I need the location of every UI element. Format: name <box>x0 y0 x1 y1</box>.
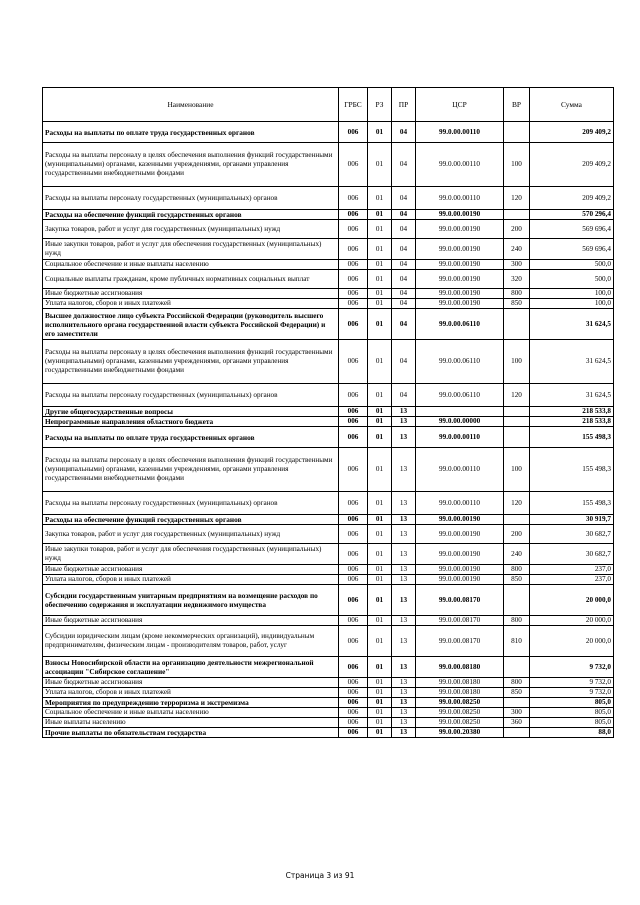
cell-csr: 99.0.00.00190 <box>416 289 504 299</box>
cell-vr: 100 <box>504 448 530 492</box>
cell-grbs: 006 <box>339 239 368 260</box>
cell-vr <box>504 417 530 427</box>
cell-rz: 01 <box>368 525 392 544</box>
cell-vr <box>504 728 530 738</box>
cell-name: Уплата налогов, сборов и иных платежей <box>43 688 339 698</box>
cell-sum: 209 409,2 <box>530 122 614 143</box>
cell-sum: 500,0 <box>530 260 614 270</box>
cell-vr: 300 <box>504 708 530 718</box>
table-row <box>43 270 614 289</box>
cell-rz: 01 <box>368 289 392 299</box>
table-row <box>43 239 614 260</box>
cell-name: Расходы на обеспечение функций государственных органов <box>43 515 339 525</box>
cell-rz: 01 <box>368 448 392 492</box>
cell-vr: 800 <box>504 678 530 688</box>
cell-sum: 30 682,7 <box>530 525 614 544</box>
cell-name: Иные закупки товаров, работ и услуг для обеспечения государственных (муниципальных) нужд <box>43 239 339 260</box>
cell-sum: 500,0 <box>530 270 614 289</box>
cell-rz: 01 <box>368 728 392 738</box>
cell-rz: 01 <box>368 270 392 289</box>
cell-name: Социальные выплаты гражданам, кроме публичных нормативных социальных выплат <box>43 270 339 289</box>
table-row <box>43 122 614 143</box>
cell-rz: 01 <box>368 678 392 688</box>
cell-csr: 99.0.00.08180 <box>416 657 504 678</box>
cell-rz: 01 <box>368 260 392 270</box>
cell-vr <box>504 210 530 220</box>
cell-name: Другие общегосударственные вопросы <box>43 407 339 417</box>
cell-vr <box>504 585 530 616</box>
cell-grbs: 006 <box>339 299 368 309</box>
table-row <box>43 698 614 708</box>
cell-grbs: 006 <box>339 289 368 299</box>
cell-sum: 237,0 <box>530 565 614 575</box>
table-body <box>43 122 614 738</box>
cell-rz: 01 <box>368 239 392 260</box>
page-number: Страница 3 из 91 <box>285 871 355 880</box>
cell-rz: 01 <box>368 122 392 143</box>
cell-grbs: 006 <box>339 626 368 657</box>
cell-csr: 99.0.00.08170 <box>416 616 504 626</box>
cell-csr: 99.0.00.08180 <box>416 688 504 698</box>
cell-vr: 100 <box>504 340 530 384</box>
cell-pr: 04 <box>392 187 416 210</box>
cell-vr <box>504 657 530 678</box>
cell-csr: 99.0.00.00110 <box>416 143 504 187</box>
cell-pr: 13 <box>392 708 416 718</box>
cell-rz: 01 <box>368 384 392 407</box>
cell-sum: 88,0 <box>530 728 614 738</box>
cell-vr <box>504 407 530 417</box>
cell-grbs: 006 <box>339 616 368 626</box>
cell-vr: 300 <box>504 260 530 270</box>
cell-vr <box>504 698 530 708</box>
table-row <box>43 384 614 407</box>
cell-grbs: 006 <box>339 492 368 515</box>
cell-rz: 01 <box>368 626 392 657</box>
cell-name: Мероприятия по предупреждению терроризма и экстремизма <box>43 698 339 708</box>
cell-pr: 04 <box>392 384 416 407</box>
table-row <box>43 565 614 575</box>
cell-name: Закупка товаров, работ и услуг для государственных (муниципальных) нужд <box>43 525 339 544</box>
cell-grbs: 006 <box>339 515 368 525</box>
cell-name: Уплата налогов, сборов и иных платежей <box>43 575 339 585</box>
cell-csr: 99.0.00.00110 <box>416 427 504 448</box>
table-row <box>43 448 614 492</box>
cell-csr: 99.0.00.00110 <box>416 492 504 515</box>
cell-vr: 810 <box>504 626 530 657</box>
cell-rz: 01 <box>368 187 392 210</box>
cell-name: Уплата налогов, сборов и иных платежей <box>43 299 339 309</box>
cell-grbs: 006 <box>339 544 368 565</box>
cell-vr: 850 <box>504 299 530 309</box>
cell-sum: 9 732,0 <box>530 657 614 678</box>
cell-vr <box>504 309 530 340</box>
header-csr: ЦСР <box>416 88 504 122</box>
cell-grbs: 006 <box>339 187 368 210</box>
cell-name: Расходы на обеспечение функций государственных органов <box>43 210 339 220</box>
cell-pr: 13 <box>392 515 416 525</box>
cell-name: Расходы на выплаты персоналу государственных (муниципальных) органов <box>43 384 339 407</box>
cell-sum: 569 696,4 <box>530 220 614 239</box>
cell-pr: 13 <box>392 575 416 585</box>
cell-sum: 155 498,3 <box>530 448 614 492</box>
cell-sum: 100,0 <box>530 299 614 309</box>
cell-grbs: 006 <box>339 260 368 270</box>
cell-rz: 01 <box>368 492 392 515</box>
cell-sum: 218 533,8 <box>530 417 614 427</box>
table-row <box>43 657 614 678</box>
cell-sum: 20 000,0 <box>530 585 614 616</box>
cell-rz: 01 <box>368 708 392 718</box>
cell-grbs: 006 <box>339 565 368 575</box>
cell-grbs: 006 <box>339 657 368 678</box>
cell-name: Субсидии юридическим лицам (кроме некоммерческих организаций), индивидуальным предпринимателям, физическим лицам - производителям товаров, работ, услуг <box>43 626 339 657</box>
cell-vr: 120 <box>504 384 530 407</box>
table-row <box>43 143 614 187</box>
cell-sum: 9 732,0 <box>530 688 614 698</box>
cell-name: Социальное обеспечение и иные выплаты населению <box>43 708 339 718</box>
cell-csr: 99.0.00.00190 <box>416 515 504 525</box>
cell-grbs: 006 <box>339 270 368 289</box>
cell-csr: 99.0.00.00190 <box>416 260 504 270</box>
cell-csr: 99.0.00.08170 <box>416 585 504 616</box>
cell-pr: 13 <box>392 407 416 417</box>
cell-name: Расходы на выплаты по оплате труда государственных органов <box>43 122 339 143</box>
table-row <box>43 299 614 309</box>
cell-grbs: 006 <box>339 407 368 417</box>
cell-pr: 04 <box>392 220 416 239</box>
cell-name: Расходы на выплаты по оплате труда государственных органов <box>43 427 339 448</box>
cell-csr: 99.0.00.06110 <box>416 384 504 407</box>
cell-rz: 01 <box>368 544 392 565</box>
cell-pr: 13 <box>392 544 416 565</box>
cell-grbs: 006 <box>339 340 368 384</box>
cell-grbs: 006 <box>339 688 368 698</box>
cell-name: Иные бюджетные ассигнования <box>43 289 339 299</box>
cell-csr: 99.0.00.00190 <box>416 210 504 220</box>
cell-sum: 100,0 <box>530 289 614 299</box>
cell-grbs: 006 <box>339 448 368 492</box>
cell-pr: 13 <box>392 492 416 515</box>
cell-rz: 01 <box>368 585 392 616</box>
cell-name: Непрограммные направления областного бюджета <box>43 417 339 427</box>
table-row <box>43 417 614 427</box>
cell-vr: 100 <box>504 143 530 187</box>
cell-csr: 99.0.00.08250 <box>416 718 504 728</box>
cell-grbs: 006 <box>339 678 368 688</box>
cell-csr: 99.0.00.08180 <box>416 678 504 688</box>
cell-vr: 200 <box>504 525 530 544</box>
cell-grbs: 006 <box>339 210 368 220</box>
table-row <box>43 187 614 210</box>
cell-rz: 01 <box>368 698 392 708</box>
cell-sum: 31 624,5 <box>530 340 614 384</box>
cell-rz: 01 <box>368 616 392 626</box>
cell-vr <box>504 427 530 448</box>
cell-name: Высшее должностное лицо субъекта Российской Федерации (руководитель высшего исполнительного органа государственной власти субъекта Российской Федерации) и его заместители <box>43 309 339 340</box>
cell-sum: 218 533,8 <box>530 407 614 417</box>
cell-csr: 99.0.00.00190 <box>416 220 504 239</box>
cell-grbs: 006 <box>339 698 368 708</box>
header-sum: Сумма <box>530 88 614 122</box>
cell-name: Социальное обеспечение и иные выплаты населению <box>43 260 339 270</box>
cell-csr: 99.0.00.00190 <box>416 544 504 565</box>
cell-grbs: 006 <box>339 427 368 448</box>
cell-pr: 04 <box>392 299 416 309</box>
cell-vr <box>504 122 530 143</box>
table-row <box>43 678 614 688</box>
cell-rz: 01 <box>368 565 392 575</box>
cell-sum: 9 732,0 <box>530 678 614 688</box>
table-row <box>43 492 614 515</box>
cell-rz: 01 <box>368 309 392 340</box>
cell-grbs: 006 <box>339 728 368 738</box>
table-row <box>43 718 614 728</box>
cell-pr: 13 <box>392 448 416 492</box>
cell-name: Иные бюджетные ассигнования <box>43 678 339 688</box>
cell-vr: 240 <box>504 544 530 565</box>
cell-rz: 01 <box>368 299 392 309</box>
table-header-row <box>43 88 614 122</box>
cell-csr: 99.0.00.00000 <box>416 417 504 427</box>
header-grbs: ГРБС <box>339 88 368 122</box>
cell-pr: 04 <box>392 239 416 260</box>
cell-csr: 99.0.00.00190 <box>416 270 504 289</box>
table-row <box>43 525 614 544</box>
cell-csr: 99.0.00.08170 <box>416 626 504 657</box>
cell-name: Субсидии государственным унитарным предприятиям на возмещение расходов по обеспечению содержания и эксплуатации недвижимого имущества <box>43 585 339 616</box>
cell-rz: 01 <box>368 515 392 525</box>
table-row <box>43 340 614 384</box>
cell-csr: 99.0.00.00190 <box>416 239 504 260</box>
cell-name: Расходы на выплаты персоналу государственных (муниципальных) органов <box>43 492 339 515</box>
cell-rz: 01 <box>368 407 392 417</box>
cell-csr: 99.0.00.00110 <box>416 122 504 143</box>
cell-vr: 200 <box>504 220 530 239</box>
cell-pr: 13 <box>392 688 416 698</box>
cell-name: Взносы Новосибирской области на организацию деятельности межрегиональной ассоциации "Сибирское соглашение" <box>43 657 339 678</box>
table-row <box>43 585 614 616</box>
cell-name: Закупка товаров, работ и услуг для государственных (муниципальных) нужд <box>43 220 339 239</box>
cell-name: Прочие выплаты по обязательствам государства <box>43 728 339 738</box>
cell-name: Расходы на выплаты персоналу в целях обеспечения выполнения функций государственными (муниципальными) органами, казенными учреждениями, органами управления государственными внебюджетными фондами <box>43 340 339 384</box>
table-row <box>43 220 614 239</box>
table-row <box>43 708 614 718</box>
cell-rz: 01 <box>368 657 392 678</box>
cell-pr: 13 <box>392 728 416 738</box>
cell-vr: 240 <box>504 239 530 260</box>
table-row <box>43 210 614 220</box>
cell-csr: 99.0.00.20380 <box>416 728 504 738</box>
cell-rz: 01 <box>368 417 392 427</box>
cell-name: Иные выплаты населению <box>43 718 339 728</box>
cell-csr: 99.0.00.00190 <box>416 525 504 544</box>
cell-sum: 805,0 <box>530 698 614 708</box>
cell-csr <box>416 407 504 417</box>
cell-pr: 13 <box>392 417 416 427</box>
cell-vr: 850 <box>504 575 530 585</box>
header-vr: ВР <box>504 88 530 122</box>
header-pr: ПР <box>392 88 416 122</box>
table-row <box>43 616 614 626</box>
cell-rz: 01 <box>368 718 392 728</box>
cell-rz: 01 <box>368 210 392 220</box>
cell-vr: 800 <box>504 289 530 299</box>
table-row <box>43 260 614 270</box>
cell-sum: 30 682,7 <box>530 544 614 565</box>
cell-pr: 13 <box>392 585 416 616</box>
cell-grbs: 006 <box>339 143 368 187</box>
cell-grbs: 006 <box>339 575 368 585</box>
cell-sum: 569 696,4 <box>530 239 614 260</box>
cell-rz: 01 <box>368 220 392 239</box>
cell-pr: 13 <box>392 657 416 678</box>
cell-sum: 209 409,2 <box>530 143 614 187</box>
cell-pr: 04 <box>392 122 416 143</box>
cell-grbs: 006 <box>339 417 368 427</box>
cell-csr: 99.0.00.00110 <box>416 448 504 492</box>
cell-sum: 155 498,3 <box>530 492 614 515</box>
cell-sum: 570 296,4 <box>530 210 614 220</box>
cell-csr: 99.0.00.06110 <box>416 309 504 340</box>
cell-grbs: 006 <box>339 585 368 616</box>
cell-grbs: 006 <box>339 220 368 239</box>
cell-sum: 31 624,5 <box>530 384 614 407</box>
cell-vr: 360 <box>504 718 530 728</box>
cell-pr: 13 <box>392 678 416 688</box>
cell-sum: 31 624,5 <box>530 309 614 340</box>
budget-table <box>42 87 614 738</box>
cell-sum: 209 409,2 <box>530 187 614 210</box>
table-row <box>43 309 614 340</box>
cell-pr: 04 <box>392 143 416 187</box>
cell-pr: 04 <box>392 270 416 289</box>
cell-grbs: 006 <box>339 708 368 718</box>
cell-grbs: 006 <box>339 309 368 340</box>
cell-csr: 99.0.00.00190 <box>416 299 504 309</box>
cell-pr: 13 <box>392 525 416 544</box>
cell-name: Расходы на выплаты персоналу в целях обеспечения выполнения функций государственными (муниципальными) органами, казенными учреждениями, органами управления государственными внебюджетными фондами <box>43 143 339 187</box>
cell-pr: 04 <box>392 309 416 340</box>
cell-rz: 01 <box>368 340 392 384</box>
cell-rz: 01 <box>368 575 392 585</box>
cell-pr: 13 <box>392 427 416 448</box>
table-row <box>43 544 614 565</box>
header-name: Наименование <box>43 88 339 122</box>
cell-rz: 01 <box>368 143 392 187</box>
cell-csr: 99.0.00.08250 <box>416 698 504 708</box>
cell-name: Иные бюджетные ассигнования <box>43 616 339 626</box>
cell-name: Иные бюджетные ассигнования <box>43 565 339 575</box>
table-row <box>43 515 614 525</box>
cell-vr <box>504 515 530 525</box>
header-rz: РЗ <box>368 88 392 122</box>
cell-grbs: 006 <box>339 122 368 143</box>
cell-rz: 01 <box>368 688 392 698</box>
table-row <box>43 626 614 657</box>
cell-pr: 04 <box>392 340 416 384</box>
table-row <box>43 728 614 738</box>
cell-pr: 13 <box>392 616 416 626</box>
cell-grbs: 006 <box>339 718 368 728</box>
cell-pr: 13 <box>392 565 416 575</box>
cell-pr: 04 <box>392 260 416 270</box>
cell-csr: 99.0.00.06110 <box>416 340 504 384</box>
cell-name: Иные закупки товаров, работ и услуг для обеспечения государственных (муниципальных) нужд <box>43 544 339 565</box>
cell-csr: 99.0.00.00190 <box>416 575 504 585</box>
cell-grbs: 006 <box>339 384 368 407</box>
table-row <box>43 427 614 448</box>
cell-sum: 155 498,3 <box>530 427 614 448</box>
cell-vr: 800 <box>504 565 530 575</box>
table-row <box>43 688 614 698</box>
cell-rz: 01 <box>368 427 392 448</box>
cell-pr: 13 <box>392 718 416 728</box>
cell-csr: 99.0.00.00110 <box>416 187 504 210</box>
cell-sum: 20 000,0 <box>530 626 614 657</box>
cell-name: Расходы на выплаты персоналу в целях обеспечения выполнения функций государственными (муниципальными) органами, казенными учреждениями, органами управления государственными внебюджетными фондами <box>43 448 339 492</box>
cell-sum: 237,0 <box>530 575 614 585</box>
cell-grbs: 006 <box>339 525 368 544</box>
cell-sum: 805,0 <box>530 718 614 728</box>
cell-csr: 99.0.00.08250 <box>416 708 504 718</box>
cell-vr: 800 <box>504 616 530 626</box>
cell-vr: 120 <box>504 187 530 210</box>
cell-vr: 850 <box>504 688 530 698</box>
cell-pr: 04 <box>392 289 416 299</box>
table-row <box>43 575 614 585</box>
table-row <box>43 289 614 299</box>
cell-sum: 30 919,7 <box>530 515 614 525</box>
cell-pr: 04 <box>392 210 416 220</box>
cell-name: Расходы на выплаты персоналу государственных (муниципальных) органов <box>43 187 339 210</box>
cell-vr: 120 <box>504 492 530 515</box>
cell-pr: 13 <box>392 698 416 708</box>
cell-sum: 20 000,0 <box>530 616 614 626</box>
cell-csr: 99.0.00.00190 <box>416 565 504 575</box>
cell-sum: 805,0 <box>530 708 614 718</box>
table-row <box>43 407 614 417</box>
cell-vr: 320 <box>504 270 530 289</box>
cell-pr: 13 <box>392 626 416 657</box>
